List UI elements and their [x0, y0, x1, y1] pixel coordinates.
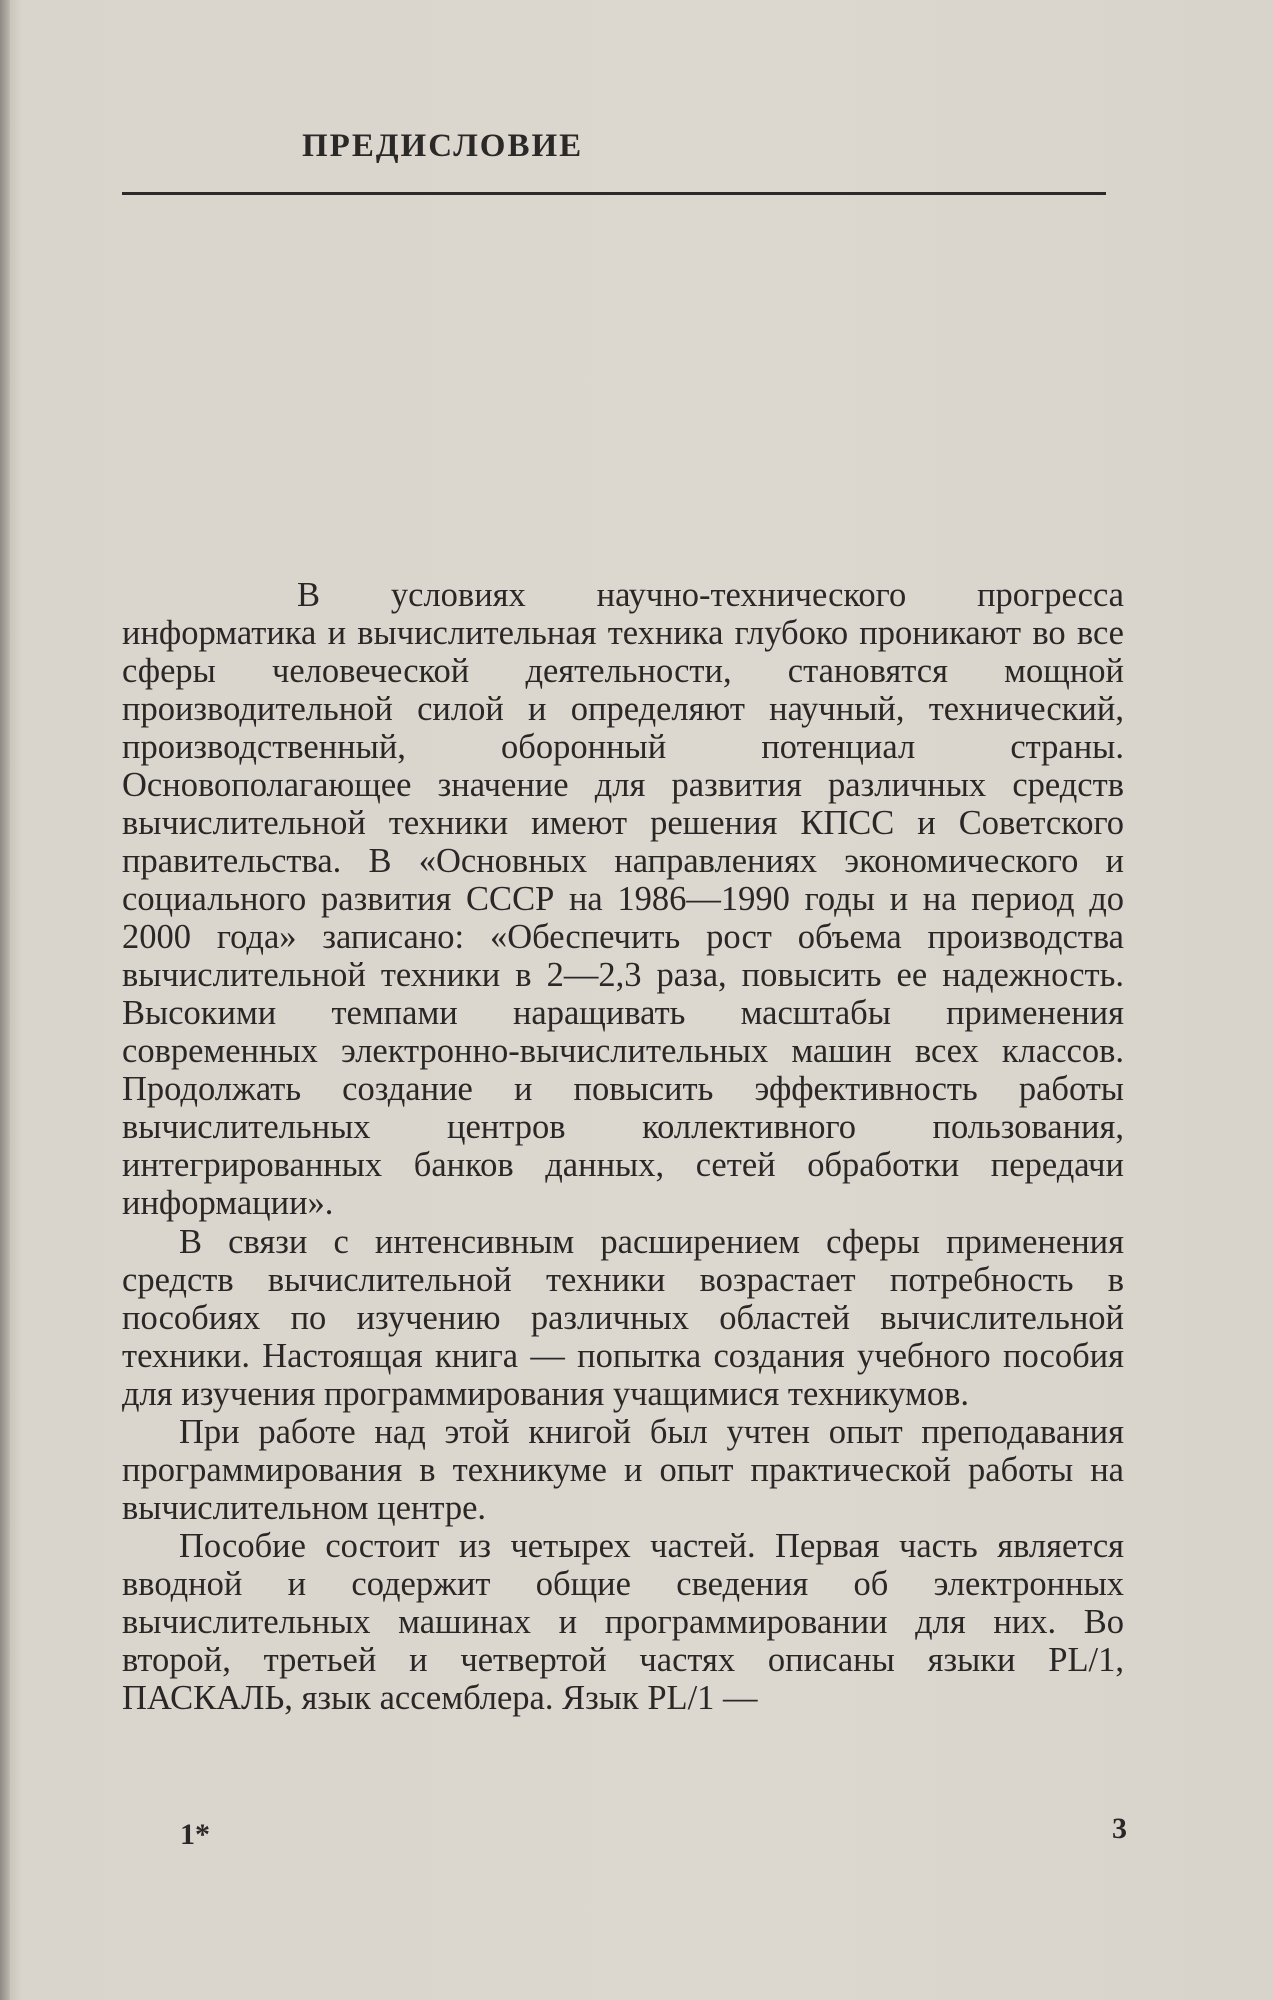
paragraph-2: В связи с интенсивным расширением сферы применения средств вычислительной техники возрастает потребность в пособиях по изучению различных областей вычислительной техники. Настоящая книга — попытка создания учебного пособия для изучения программирования учащимися техникумов. [122, 1223, 1124, 1413]
paragraph-3: При работе над этой книгой был учтен опыт преподавания программирования в техникуме и опыт практической работы на вычислительном центре. [122, 1413, 1124, 1527]
page-number: 3 [1112, 1812, 1127, 1845]
page-title: ПРЕДИСЛОВИЕ [302, 128, 584, 164]
paragraph-4: Пособие состоит из четырех частей. Первая часть является вводной и содержит общие сведения об электронных вычислительных машинах и программировании для них. Во второй, третьей и четвертой частях описаны языки PL/1, ПАСКАЛЬ, язык ассемблера. Язык PL/1 — [122, 1527, 1124, 1717]
printer-signature-mark: 1* [180, 1818, 210, 1851]
body-text [122, 576, 1124, 1717]
page-binding-edge [0, 0, 10, 2000]
heading-rule [122, 192, 1106, 195]
paragraph-1: В условиях научно-технического прогресса информатика и вычислительная техника глубоко проникают во все сферы человеческой деятельности, становятся мощной производительной силой и определяют научный, технический, производственный, оборонный потенциал страны. Основополагающее значение для развития различных средств вычислительной техники имеют решения КПСС и Советского правительства. В «Основных направлениях экономического и социального развития СССР на 1986—1990 годы и на период до 2000 года» записано: «Обеспечить рост объема производства вычислительной техники в 2—2,3 раза, повысить ее надежность. Высокими темпами наращивать масштабы применения современных электронно-вычислительных машин всех классов. Продолжать создание и повысить эффективность работы вычислительных центров коллективного пользования, интегрированных банков данных, сетей обработки передачи информации». [122, 576, 1124, 1222]
